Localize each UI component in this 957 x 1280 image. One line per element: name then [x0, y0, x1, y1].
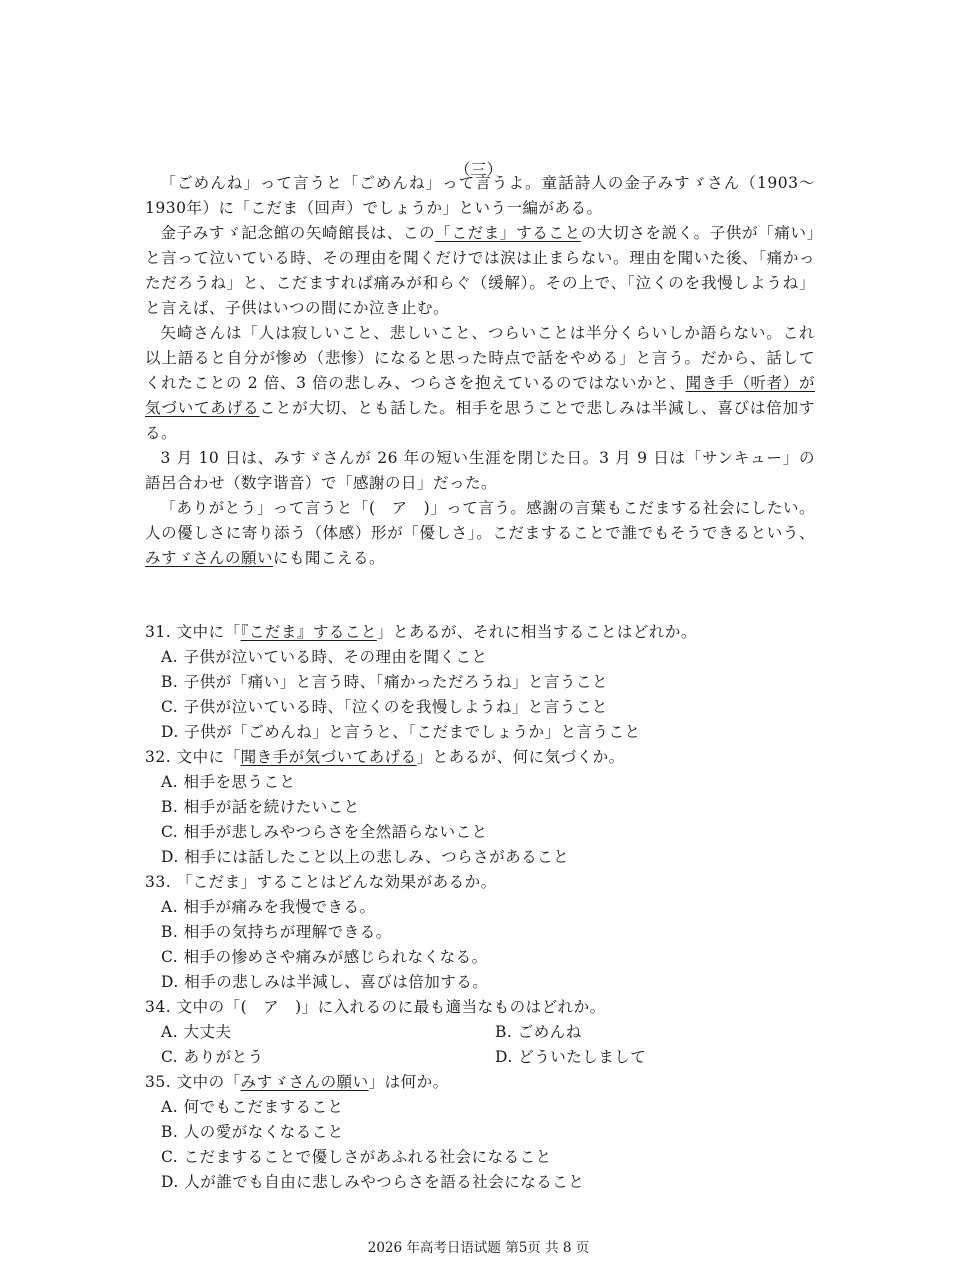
q31-option-d: D. 子供が「ごめんね」と言うと、「こだまでしょうか」と言うこと	[161, 723, 641, 741]
q35-option-a: A. 何でもこだますること	[161, 1098, 344, 1116]
paragraph-5-text-a: 「ありがとう」って言うと「( ア )」って言う。感謝の言葉もこだまする社会にしたい。人の優しさに寄り添う（体感）形が「優しさ」。こだますることで誰でもそうできるという、	[145, 499, 815, 542]
q31-option-c: C. 子供が泣いている時、「泣くのを我慢しようね」と言うこと	[161, 698, 608, 716]
question-31	[145, 620, 825, 645]
paragraph-3-text-b: ことが大切、とも話した。相手を思うことで悲しみは半減し、喜びは倍加する。	[145, 399, 815, 442]
paragraph-2-text-b: の大切さを説く。子供が「痛い」と言って泣いている時、その理由を聞くだけでは涙は止まらない。理由を聞いた後、「痛かっただろうね」と、こだますれば痛みが和らぐ（缓解）。その上で、「泣くのを我慢しようね」と言えば、子供はいつの間にか泣き止む。	[145, 224, 815, 317]
q34-option-row-2	[145, 1045, 825, 1070]
q35-pre: 35. 文中の「	[145, 1073, 241, 1091]
underlined-misuzu-negai: みすゞさんの願い	[145, 549, 274, 567]
q32-option-d: D. 相手には話したこと以上の悲しみ、つらさがあること	[161, 848, 570, 866]
q33-option-d: D. 相手の悲しみは半減し、喜びは倍加する。	[161, 973, 489, 991]
q34-option-c: C. ありがとう	[161, 1048, 264, 1066]
q33-option-b: B. 相手の気持ちが理解できる。	[161, 923, 392, 941]
q32-underlined: 聞き手が気づいてあげる	[240, 748, 417, 766]
q34-option-b: B. ごめんね	[495, 1023, 582, 1041]
page-footer: 2026 年高考日语试题 第5页 共 8 页	[367, 1240, 590, 1256]
q31-option-a: A. 子供が泣いている時、その理由を聞くこと	[161, 648, 488, 666]
reading-passage	[145, 171, 815, 571]
q31-option-b: B. 子供が「痛い」と言う時、「痛かっただろうね」と言うこと	[161, 673, 608, 691]
q35-option-c: C. こだますることで優しさがあふれる社会になること	[161, 1148, 552, 1166]
q33-option-a: A. 相手が痛みを我慢できる。	[161, 898, 376, 916]
paragraph-5-text-b: にも聞こえる。	[273, 549, 386, 567]
paragraph-2-text-a: 金子みすゞ記念館の矢崎館長は、この	[160, 224, 436, 242]
paragraph-3-text-a: 矢崎さんは「人は寂しいこと、悲しいこと、つらいことは半分くらいしか語らない。これ以上語ると自分が惨め（悲惨）になると思った時点で話をやめる」と言う。だから、話してくれたことの 2 倍、3 倍の悲しみ、つらさを抱えているのではないかと、	[145, 324, 815, 392]
paragraph-5	[145, 496, 815, 571]
paragraph-1: 「ごめんね」って言うと「ごめんね」って言うよ。童話詩人の金子みすゞさん（1903〜1930年）に「こだま（回声）でしょうか」という一編がある。	[145, 174, 815, 217]
q32-option-b: B. 相手が話を続けたいこと	[161, 798, 360, 816]
q32-post: 」とあるが、何に気づくか。	[416, 748, 625, 766]
q31-underlined: 『こだま』すること	[240, 623, 377, 641]
q35-option-b: B. 人の愛がなくなること	[161, 1123, 344, 1141]
paragraph-3	[145, 321, 815, 446]
underlined-kikite-ga-kizuite: 聞き手（听者）が気づいてあげる	[145, 374, 815, 417]
q35-post: 」は何か。	[368, 1073, 449, 1091]
q32-pre: 32. 文中に「	[145, 748, 241, 766]
question-33: 33. 「こだま」することはどんな効果があるか。	[145, 873, 497, 891]
q32-option-c: C. 相手が悲しみやつらさを全然語らないこと	[161, 823, 488, 841]
question-35	[145, 1070, 825, 1095]
section-title: （三）	[454, 160, 503, 179]
q31-post: 」とあるが、それに相当することはどれか。	[376, 623, 697, 641]
q34-option-row-1	[145, 1020, 825, 1045]
q35-underlined: みすゞさんの願い	[240, 1073, 369, 1091]
question-32	[145, 745, 825, 770]
q31-pre: 31. 文中に「	[145, 623, 241, 641]
q34-option-d: D. どういたしまして	[495, 1048, 647, 1066]
question-list	[145, 620, 825, 1195]
q33-option-c: C. 相手の惨めさや痛みが感じられなくなる。	[161, 948, 488, 966]
paragraph-2	[145, 221, 815, 321]
q32-option-a: A. 相手を思うこと	[161, 773, 296, 791]
paragraph-4: 3 月 10 日は、みすゞさんが 26 年の短い生涯を閉じた日。3 月 9 日は「サンキュー」の語呂合わせ（数字谐音）で「感謝の日」だった。	[145, 449, 815, 492]
q35-option-d: D. 人が誰でも自由に悲しみやつらさを語る社会になること	[161, 1173, 585, 1191]
question-34: 34. 文中の「( ア )」に入れるのに最も適当なものはどれか。	[145, 998, 606, 1016]
underlined-kodama-suru-koto: 「こだま」すること	[435, 224, 581, 242]
q34-option-a: A. 大丈夫	[161, 1023, 232, 1041]
